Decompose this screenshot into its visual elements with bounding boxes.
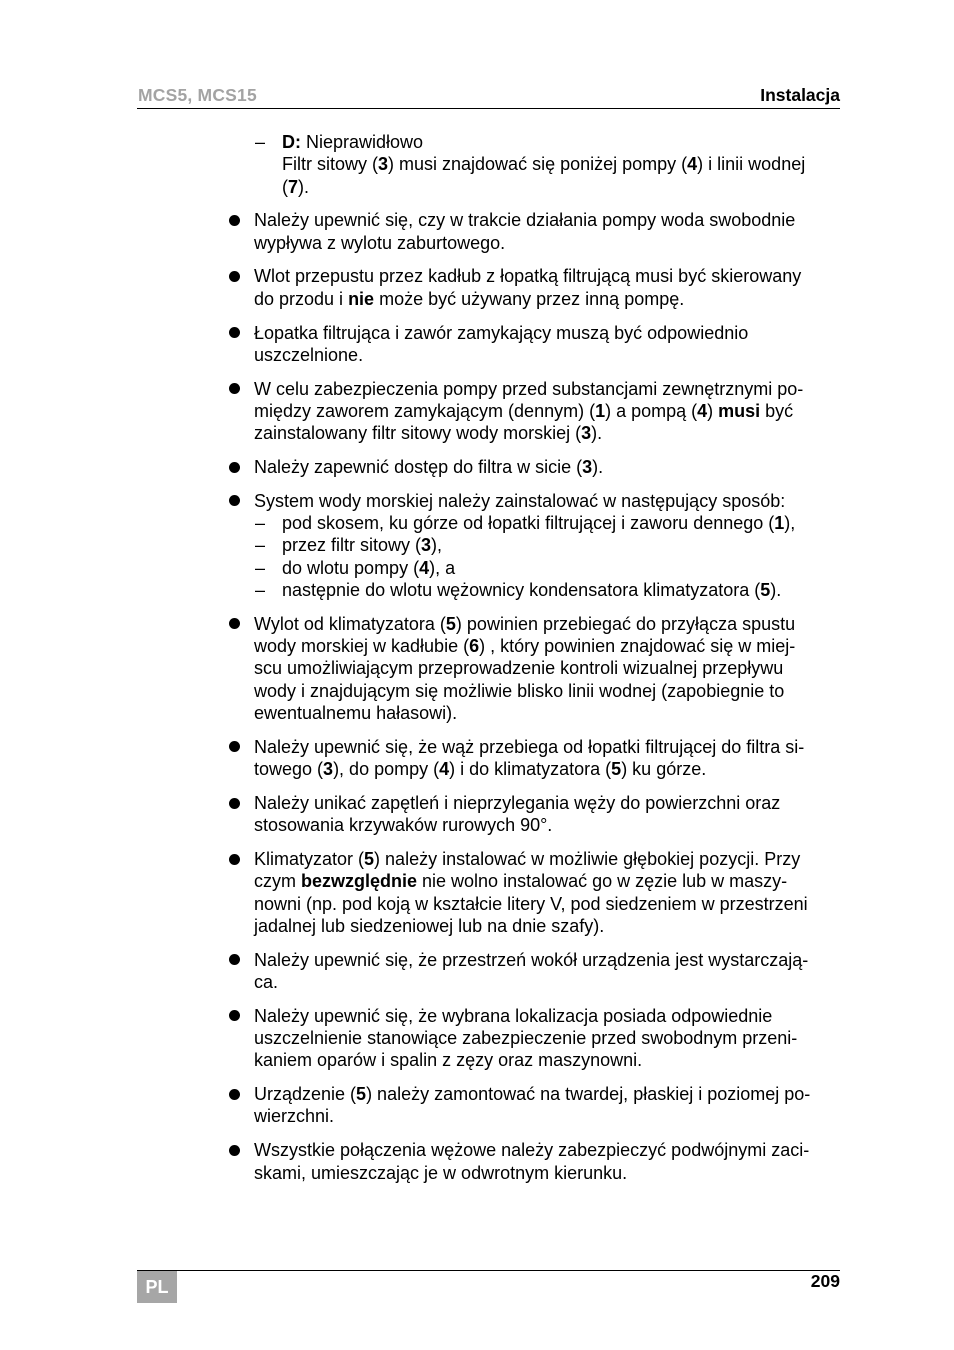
page-number: 209 xyxy=(810,1271,840,1291)
bold-text-run: 4 xyxy=(687,154,698,175)
text-line xyxy=(254,702,954,724)
text-run: jadalnej lub siedzeniowej lub na dnie szafy). xyxy=(254,915,605,936)
text-line xyxy=(254,915,954,937)
text-line xyxy=(254,456,954,478)
sub-item-line xyxy=(255,534,954,556)
text-run: Wlot przepustu przez kadłub z łopatką filtrującą musi być skierowany xyxy=(254,266,802,287)
bullet-icon xyxy=(229,954,240,965)
bullet-icon xyxy=(229,618,240,629)
text-run: czym xyxy=(254,871,301,892)
text-line xyxy=(254,870,954,892)
language-badge: PL xyxy=(137,1271,177,1303)
text-run: ), do pompy ( xyxy=(333,759,440,780)
text-line xyxy=(254,1083,954,1105)
text-line xyxy=(255,131,954,153)
bold-text-run: 4 xyxy=(439,759,450,780)
text-run: ca. xyxy=(254,972,279,992)
bullet-icon xyxy=(229,1089,240,1100)
bullet-icon xyxy=(229,215,240,226)
text-run: Łopatka filtrująca i zawór zamykający muszą być odpowiednio xyxy=(254,322,749,343)
text-line xyxy=(282,153,954,175)
text-run: ), xyxy=(784,513,796,534)
text-line xyxy=(282,176,954,198)
text-run: scu umożliwiającym przeprowadzenie kontroli wizualnej przepływu xyxy=(254,658,784,679)
bold-text-run: 3 xyxy=(378,154,389,175)
header-section-title: Instalacja xyxy=(760,85,840,105)
text-line xyxy=(254,422,954,444)
text-line xyxy=(254,400,954,422)
header-product: MCS5, MCS15 xyxy=(138,85,257,105)
text-run: między zaworem zamykającym (dennym) ( xyxy=(254,400,596,421)
bullet-item xyxy=(0,792,954,837)
text-run: nie wolno instalować go w zęzie lub w maszy- xyxy=(417,871,788,892)
text-run: ), xyxy=(431,535,443,556)
bullet-item xyxy=(0,949,954,994)
bold-text-run: 3 xyxy=(581,423,592,444)
bullet-icon xyxy=(229,271,240,282)
bullet-icon xyxy=(229,798,240,809)
text-run: skami, umieszczając je w odwrotnym kierunku. xyxy=(254,1162,628,1183)
text-run: do wlotu pompy ( xyxy=(282,557,420,578)
text-line xyxy=(254,1005,954,1027)
bullet-item xyxy=(0,456,954,478)
bullet-item xyxy=(0,378,954,445)
bold-text-run: 5 xyxy=(364,849,375,870)
bold-text-run: 3 xyxy=(421,535,432,556)
text-line xyxy=(254,490,954,512)
bullet-icon xyxy=(229,1010,240,1021)
text-run: ) powinien przebiegać do przyłącza spustu xyxy=(455,613,796,634)
text-line xyxy=(254,657,954,679)
bullet-icon xyxy=(229,854,240,865)
bullet-item xyxy=(0,490,954,601)
text-line xyxy=(254,1139,954,1161)
text-run: Należy unikać zapętleń i nieprzylegania węży do powierzchni oraz xyxy=(254,792,781,813)
bold-text-run: 5 xyxy=(760,580,771,601)
bold-text-run: 1 xyxy=(774,513,785,534)
text-run: Nieprawidłowo xyxy=(301,132,424,152)
bold-text-run: D: xyxy=(282,132,301,152)
bold-text-run: 4 xyxy=(697,400,708,421)
text-line xyxy=(254,1105,954,1127)
bold-text-run: 1 xyxy=(595,400,606,421)
text-run: uszczelnione. xyxy=(254,344,364,365)
text-run: przez filtr sitowy ( xyxy=(282,535,422,556)
text-run: stosowania krzywaków rurowych 90°. xyxy=(254,815,553,836)
dash-marker: – xyxy=(255,535,266,556)
text-run: Klimatyzator ( xyxy=(254,849,365,870)
text-run: ewentualnemu hałasowi). xyxy=(254,703,458,724)
text-line xyxy=(254,736,954,758)
text-run: ). xyxy=(298,176,310,197)
text-run: uszczelnienie stanowiące zabezpieczenie przed swobodnym przeni- xyxy=(254,1028,798,1049)
text-line xyxy=(254,344,954,366)
text-run: ) należy instalować w możliwie głębokiej pozycji. Przy xyxy=(374,849,801,870)
bold-text-run: 6 xyxy=(469,636,480,657)
text-run: ) xyxy=(707,400,719,421)
bold-text-run: bezwzględnie xyxy=(301,871,418,892)
text-run: ) należy zamontować na twardej, płaskiej i poziomej po- xyxy=(366,1084,811,1105)
text-line xyxy=(254,680,954,702)
text-run: towego ( xyxy=(254,759,324,780)
bold-text-run: nie xyxy=(348,288,375,309)
text-run: Należy upewnić się, czy w trakcie działania pompy woda swobodnie xyxy=(254,210,796,231)
text-line xyxy=(254,209,954,231)
text-run: Należy upewnić się, że wybrana lokalizacja posiada odpowiednie xyxy=(254,1005,773,1026)
text-line xyxy=(254,893,954,915)
sub-item-line xyxy=(255,557,954,579)
text-run: ). xyxy=(770,580,782,601)
text-line xyxy=(254,322,954,344)
text-line xyxy=(254,613,954,635)
text-run: Wylot od klimatyzatora ( xyxy=(254,613,446,634)
text-run: System wody morskiej należy zainstalować w następujący sposób: xyxy=(254,490,786,511)
bullet-icon xyxy=(229,327,240,338)
bold-text-run: 5 xyxy=(356,1084,367,1105)
text-run: nowni (np. pod koją w kształcie litery V, pod siedzeniem w przestrzeni xyxy=(254,893,808,914)
text-run: do przodu i xyxy=(254,288,349,309)
header-rule xyxy=(137,108,840,109)
bold-text-run: 4 xyxy=(419,557,430,578)
text-run: ( xyxy=(282,176,288,197)
text-run: wody i znajdującym się możliwie blisko linii wodnej (zapobiegnie to xyxy=(254,680,785,701)
bullet-item xyxy=(0,322,954,367)
bold-text-run: musi xyxy=(718,400,761,421)
text-line xyxy=(254,232,954,254)
text-run: zainstalowany filtr sitowy wody morskiej ( xyxy=(254,423,582,444)
dash-item xyxy=(0,131,954,198)
text-line xyxy=(254,265,954,287)
text-line xyxy=(254,848,954,870)
bullet-icon xyxy=(229,462,240,473)
text-run: ), a xyxy=(429,557,456,578)
dash-marker: – xyxy=(255,580,266,601)
text-run: wypływa z wylotu zaburtowego. xyxy=(254,232,506,253)
bold-text-run: 7 xyxy=(288,176,299,197)
text-run: wody morskiej w kadłubie ( xyxy=(254,636,470,657)
bullet-item xyxy=(0,1139,954,1184)
text-line xyxy=(254,1027,954,1049)
footer-rule xyxy=(137,1270,840,1271)
text-run: Należy upewnić się, że przestrzeń wokół urządzenia jest wystarczają- xyxy=(254,949,809,970)
bullet-item xyxy=(0,1083,954,1128)
text-run: następnie do wlotu wężownicy kondensatora klimatyzatora ( xyxy=(282,580,761,601)
dash-marker: – xyxy=(255,557,266,578)
bullet-icon xyxy=(229,741,240,752)
text-run: ) i linii wodnej xyxy=(697,154,806,175)
text-run: wierzchni. xyxy=(254,1106,335,1127)
bold-text-run: 3 xyxy=(323,759,334,780)
text-run: kaniem oparów i spalin z zęzy oraz maszynowni. xyxy=(254,1050,643,1071)
text-line xyxy=(254,971,954,993)
text-line xyxy=(254,949,954,971)
sub-item-line xyxy=(255,579,954,601)
text-run: może być używany przez inną pompę. xyxy=(374,288,685,309)
bullet-icon xyxy=(229,1145,240,1156)
text-run: Należy zapewnić dostęp do filtra w sicie ( xyxy=(254,457,583,478)
sub-item-line xyxy=(255,512,954,534)
text-run: Urządzenie ( xyxy=(254,1084,357,1105)
text-line xyxy=(254,814,954,836)
text-run: ). xyxy=(592,457,604,478)
text-line xyxy=(254,758,954,780)
text-run: W celu zabezpieczenia pompy przed substancjami zewnętrznymi po- xyxy=(254,378,804,399)
text-run: ). xyxy=(591,423,603,444)
text-line xyxy=(254,792,954,814)
bullet-item xyxy=(0,209,954,254)
text-line xyxy=(254,1162,954,1184)
text-run: Należy upewnić się, że wąż przebiega od łopatki filtrującej do filtra si- xyxy=(254,736,805,757)
text-run: ) i do klimatyzatora ( xyxy=(449,759,612,780)
bullet-item xyxy=(0,265,954,310)
text-run: Filtr sitowy ( xyxy=(282,154,378,175)
dash-marker: – xyxy=(255,132,266,152)
bold-text-run: 5 xyxy=(445,613,456,634)
text-line xyxy=(254,378,954,400)
text-line xyxy=(254,635,954,657)
text-line xyxy=(254,1049,954,1071)
text-run: ) ku górze. xyxy=(621,759,707,780)
bullet-icon xyxy=(229,383,240,394)
bullet-item xyxy=(0,848,954,937)
dash-marker: – xyxy=(255,513,266,534)
text-run: być xyxy=(760,400,794,421)
text-run: Wszystkie połączenia wężowe należy zabezpieczyć podwójnymi zaci- xyxy=(254,1140,810,1161)
bold-text-run: 3 xyxy=(582,457,593,478)
text-run: pod skosem, ku górze od łopatki filtrującej i zaworu dennego ( xyxy=(282,513,775,534)
text-line xyxy=(254,288,954,310)
text-run: ) , który powinien znajdować się w miej- xyxy=(479,636,796,657)
text-run: ) a pompą ( xyxy=(605,400,698,421)
bullet-item xyxy=(0,736,954,781)
bullet-icon xyxy=(229,495,240,506)
text-run: ) musi znajdować się poniżej pompy ( xyxy=(388,154,688,175)
bullet-item xyxy=(0,613,954,724)
bold-text-run: 5 xyxy=(611,759,622,780)
instruction-list xyxy=(0,131,954,1195)
bullet-item xyxy=(0,1005,954,1072)
